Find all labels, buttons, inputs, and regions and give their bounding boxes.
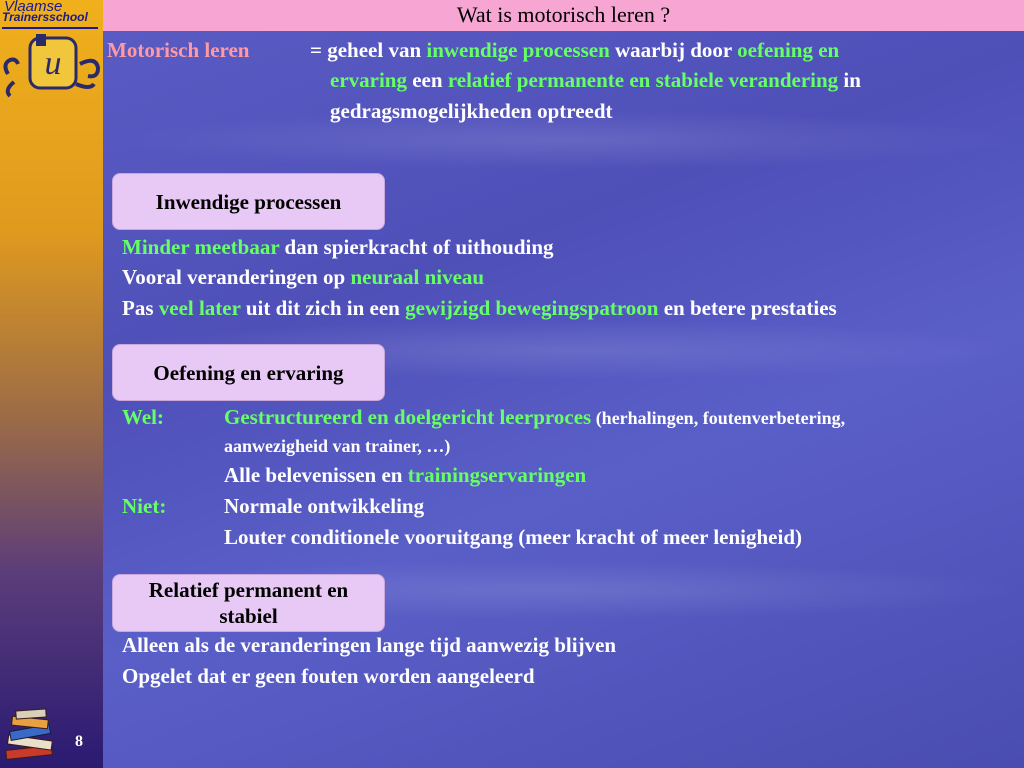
definition-line-2: ervaring een relatief permanente en stabiele verandering in xyxy=(330,68,861,92)
heading-relatief-permanent-line-2: stabiel xyxy=(219,604,278,628)
definition-term: Motorisch leren xyxy=(107,38,250,62)
wel-label: Wel: xyxy=(122,405,164,429)
niet-line-1: Normale ontwikkeling xyxy=(224,494,425,518)
logo-mark: u xyxy=(44,45,62,82)
books-icon xyxy=(2,708,60,766)
heading-relatief-permanent xyxy=(112,574,385,632)
wel-line-1: Gestructureerd en doelgericht leerproces (herhalingen, foutenverbetering, xyxy=(224,405,846,429)
slide-title: Wat is motorisch leren ? xyxy=(456,2,671,27)
definition-line-1: = geheel van inwendige processen waarbij door oefening en xyxy=(310,38,840,62)
niet-line-2: Louter conditionele vooruitgang (meer kracht of meer lenigheid) xyxy=(224,525,803,549)
wel-line-3: Alle belevenissen en trainingservaringen xyxy=(224,463,587,487)
section3-line-1: Alleen als de veranderingen lange tijd aanwezig blijven xyxy=(122,633,617,657)
definition-line-3: gedragsmogelijkheden optreedt xyxy=(330,99,613,123)
page-number: 8 xyxy=(75,733,83,750)
title-bar xyxy=(103,0,1024,31)
section1-line-3: Pas veel later uit dit zich in een gewijzigd bewegingspatroon en betere prestaties xyxy=(122,296,837,320)
logo-text-vlaamse: Vlaamse xyxy=(4,0,63,15)
section3-line-2: Opgelet dat er geen fouten worden aangeleerd xyxy=(122,664,535,688)
heading-relatief-permanent-line-1: Relatief permanent en xyxy=(148,578,349,602)
logo xyxy=(0,0,103,100)
section1-line-2: Vooral veranderingen op neuraal niveau xyxy=(122,265,485,289)
logo-text-trainersschool: Trainersschool xyxy=(2,10,88,24)
sidebar xyxy=(0,0,103,768)
wel-line-2: aanwezigheid van trainer, …) xyxy=(224,436,451,456)
section1-line-1: Minder meetbaar dan spierkracht of uithouding xyxy=(122,235,554,259)
niet-label: Niet: xyxy=(122,494,167,518)
logo-underline xyxy=(2,27,98,29)
mascot-icon xyxy=(0,34,103,100)
heading-inwendige-processen: Inwendige processen xyxy=(112,173,385,230)
heading-oefening-en-ervaring: Oefening en ervaring xyxy=(112,344,385,401)
